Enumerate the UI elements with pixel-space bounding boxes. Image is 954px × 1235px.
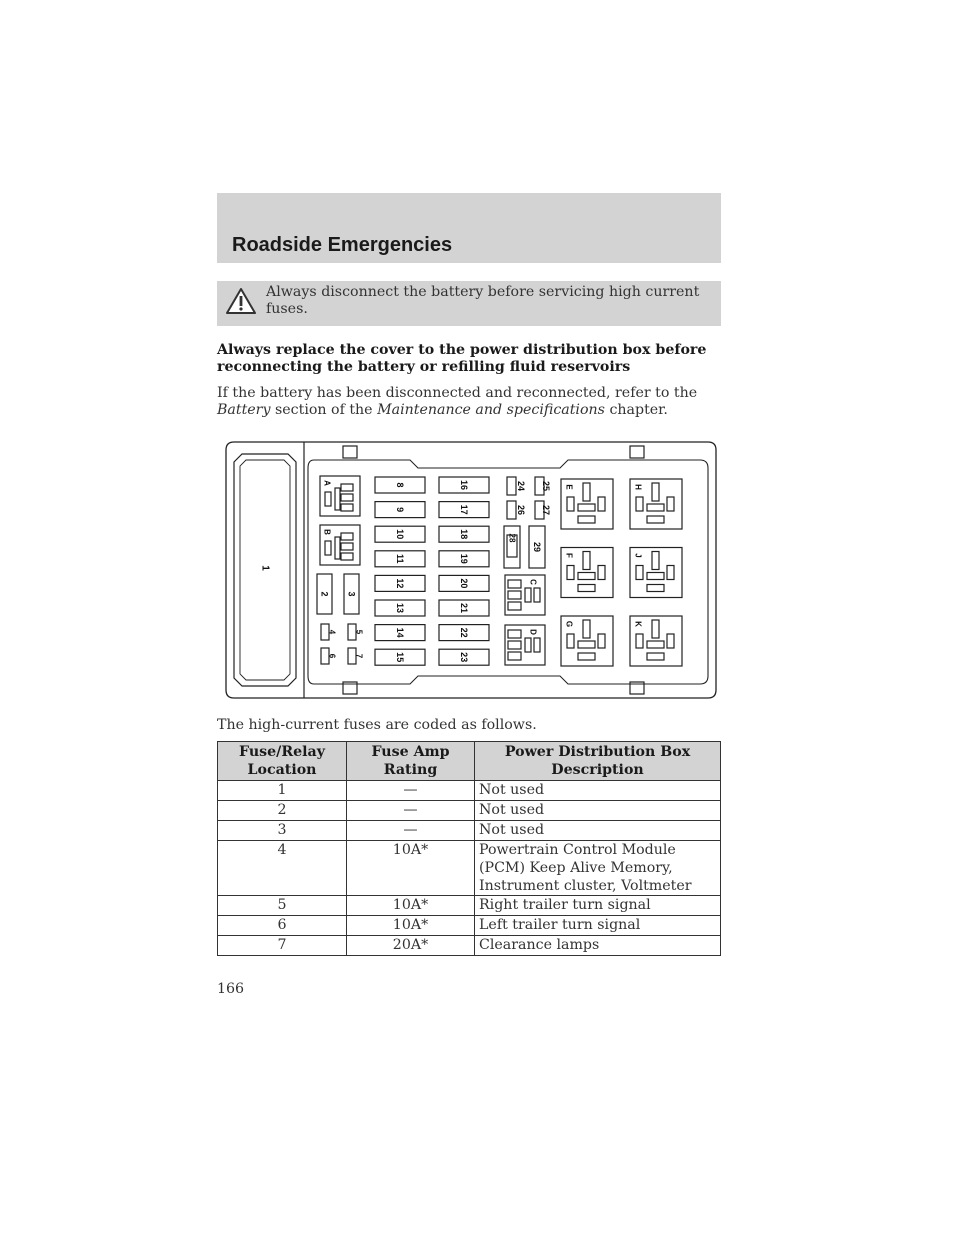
location-cell: 6 bbox=[218, 916, 347, 936]
fuse-label-15: 15 bbox=[395, 652, 405, 663]
paragraph-text: chapter. bbox=[604, 402, 668, 418]
fuse-table bbox=[217, 741, 721, 956]
fuse-label-29: 29 bbox=[532, 541, 542, 553]
relay-pin bbox=[583, 620, 590, 638]
table-row bbox=[218, 916, 721, 936]
diode-pin bbox=[508, 580, 521, 588]
relay-pin bbox=[335, 537, 340, 559]
amp-rating-cell: — bbox=[347, 781, 475, 801]
relay-pin bbox=[667, 497, 674, 511]
diode-pin bbox=[508, 630, 521, 638]
column-header: Fuse Amp Rating bbox=[347, 742, 475, 781]
fuse-label-1: 1 bbox=[259, 565, 271, 571]
fuse-label-17: 17 bbox=[459, 504, 469, 515]
diode-label-c: C bbox=[528, 579, 538, 585]
relay-pin bbox=[636, 634, 643, 648]
location-cell: 7 bbox=[218, 936, 347, 956]
fuse-label-21: 21 bbox=[459, 602, 469, 614]
relay-pin bbox=[652, 483, 659, 501]
relay-pin bbox=[578, 641, 595, 648]
location-cell: 4 bbox=[218, 841, 347, 896]
fuse-label-26: 26 bbox=[516, 504, 526, 516]
relay-pin bbox=[578, 585, 595, 592]
paragraph-text: section of the bbox=[270, 402, 378, 418]
paragraph-text: If the battery has been disconnected and reconnected, refer to the bbox=[217, 385, 698, 401]
relay-label-g: G bbox=[564, 620, 574, 628]
relay-pin bbox=[598, 497, 605, 511]
relay-pin bbox=[578, 504, 595, 511]
relay-pin bbox=[341, 494, 353, 501]
amp-rating-cell: 10A* bbox=[347, 841, 475, 896]
cover-warning-paragraph: Always replace the cover to the power distribution box before reconnecting the battery or refilling fluid reservoirs bbox=[217, 342, 707, 375]
relay-label-a: A bbox=[322, 480, 332, 486]
fuse-label-24: 24 bbox=[516, 480, 526, 492]
fuse-label-28: 28 bbox=[507, 533, 517, 543]
amp-rating-cell: — bbox=[347, 821, 475, 841]
relay-pin bbox=[652, 620, 659, 638]
relay-pin bbox=[636, 566, 643, 580]
table-row bbox=[218, 821, 721, 841]
fuse-label-19: 19 bbox=[459, 553, 469, 564]
relay-pin bbox=[567, 634, 574, 648]
fuse-label-13: 13 bbox=[395, 602, 405, 614]
amp-rating-cell: 10A* bbox=[347, 896, 475, 916]
relay-pin bbox=[341, 543, 353, 550]
relay-pin bbox=[583, 483, 590, 501]
location-cell: 3 bbox=[218, 821, 347, 841]
relay-pin bbox=[335, 488, 340, 510]
fuse-label-7: 7 bbox=[354, 653, 364, 659]
amp-rating-cell: 20A* bbox=[347, 936, 475, 956]
fuse-label-5: 5 bbox=[354, 629, 364, 635]
table-intro: The high-current fuses are coded as follows. bbox=[217, 717, 537, 733]
diode-pin bbox=[508, 591, 521, 599]
relay-pin bbox=[341, 533, 353, 540]
fuse-label-12: 12 bbox=[395, 578, 405, 589]
fuse-26 bbox=[507, 501, 516, 519]
description-cell: Right trailer turn signal bbox=[475, 896, 721, 916]
column-header: Power Distribution Box Description bbox=[475, 742, 721, 781]
table-row bbox=[218, 801, 721, 821]
table-row bbox=[218, 781, 721, 801]
relay-pin bbox=[647, 653, 664, 660]
diode-pin bbox=[534, 588, 540, 602]
section-title: Roadside Emergencies bbox=[232, 234, 453, 256]
diode-pin bbox=[508, 641, 521, 649]
relay-pin bbox=[578, 653, 595, 660]
fuse-label-10: 10 bbox=[395, 529, 405, 540]
battery-reference-paragraph bbox=[217, 385, 721, 419]
column-header: Fuse/Relay Location bbox=[218, 742, 347, 781]
relay-label-b: B bbox=[322, 529, 332, 535]
description-cell: Clearance lamps bbox=[475, 936, 721, 956]
battery-reference: Battery bbox=[217, 402, 271, 418]
relay-pin bbox=[567, 497, 574, 511]
latch-tab bbox=[630, 446, 644, 458]
fuse-label-2: 2 bbox=[319, 591, 330, 597]
relay-label-e: E bbox=[564, 484, 574, 490]
diode-pin bbox=[508, 602, 521, 610]
amp-rating-cell: — bbox=[347, 801, 475, 821]
diode-label-d: D bbox=[528, 629, 538, 635]
description-cell: Left trailer turn signal bbox=[475, 916, 721, 936]
description-cell: Not used bbox=[475, 801, 721, 821]
fuse-label-22: 22 bbox=[459, 627, 469, 638]
relay-pin bbox=[647, 504, 664, 511]
table-row bbox=[218, 841, 721, 896]
table-row bbox=[218, 896, 721, 916]
diode-pin bbox=[525, 638, 531, 652]
relay-pin bbox=[578, 516, 595, 523]
description-cell: Powertrain Control Module (PCM) Keep Alive Memory, Instrument cluster, Voltmeter bbox=[475, 841, 721, 896]
fuse-label-20: 20 bbox=[459, 578, 469, 589]
fuse-label-11: 11 bbox=[395, 554, 405, 564]
fuse-label-4: 4 bbox=[327, 629, 337, 635]
fuse-label-23: 23 bbox=[459, 652, 469, 663]
relay-label-j: J bbox=[633, 553, 643, 558]
location-cell: 2 bbox=[218, 801, 347, 821]
relay-label-k: K bbox=[633, 621, 643, 627]
chapter-reference: Maintenance and specifications bbox=[377, 402, 605, 418]
relay-pin bbox=[647, 516, 664, 523]
page-number: 166 bbox=[217, 981, 245, 997]
fuse-label-6: 6 bbox=[327, 653, 337, 659]
description-cell: Not used bbox=[475, 821, 721, 841]
fuse-label-14: 14 bbox=[395, 627, 405, 638]
description-cell: Not used bbox=[475, 781, 721, 801]
warning-box bbox=[217, 281, 721, 326]
fuse-label-3: 3 bbox=[346, 591, 357, 597]
relay-pin bbox=[652, 552, 659, 570]
diode-pin bbox=[508, 652, 521, 660]
relay-pin bbox=[341, 504, 353, 511]
relay-pin bbox=[325, 492, 331, 506]
diode-pin bbox=[525, 588, 531, 602]
fuse-24 bbox=[507, 477, 516, 495]
fuse-label-9: 9 bbox=[395, 507, 405, 513]
relay-pin bbox=[647, 641, 664, 648]
relay-pin bbox=[636, 497, 643, 511]
amp-rating-cell: 10A* bbox=[347, 916, 475, 936]
fuse-label-18: 18 bbox=[459, 529, 469, 540]
location-cell: 5 bbox=[218, 896, 347, 916]
table-header-row bbox=[218, 742, 721, 781]
relay-pin bbox=[667, 634, 674, 648]
fuse-label-25: 25 bbox=[541, 480, 551, 492]
fuse-label-16: 16 bbox=[459, 479, 469, 491]
fuse-box-drawing bbox=[224, 440, 718, 700]
location-cell: 1 bbox=[218, 781, 347, 801]
relay-pin bbox=[598, 634, 605, 648]
relay-pin bbox=[647, 585, 664, 592]
relay-pin bbox=[583, 552, 590, 570]
warning-triangle-icon bbox=[225, 286, 257, 316]
relay-pin bbox=[341, 553, 353, 560]
relay-pin bbox=[647, 573, 664, 580]
relay-pin bbox=[341, 484, 353, 491]
relay-label-h: H bbox=[633, 484, 643, 490]
latch-tab bbox=[343, 446, 357, 458]
power-distribution-box-diagram bbox=[224, 440, 718, 700]
fuse-label-8: 8 bbox=[395, 482, 405, 488]
relay-pin bbox=[325, 541, 331, 555]
relay-pin bbox=[567, 566, 574, 580]
warning-text: Always disconnect the battery before servicing high current fuses. bbox=[266, 284, 700, 317]
relay-label-f: F bbox=[564, 553, 574, 558]
section-header bbox=[217, 193, 721, 263]
relay-pin bbox=[598, 566, 605, 580]
table-row bbox=[218, 936, 721, 956]
relay-pin bbox=[667, 566, 674, 580]
fuse-label-27: 27 bbox=[541, 504, 551, 516]
relay-pin bbox=[578, 573, 595, 580]
diode-pin bbox=[534, 638, 540, 652]
